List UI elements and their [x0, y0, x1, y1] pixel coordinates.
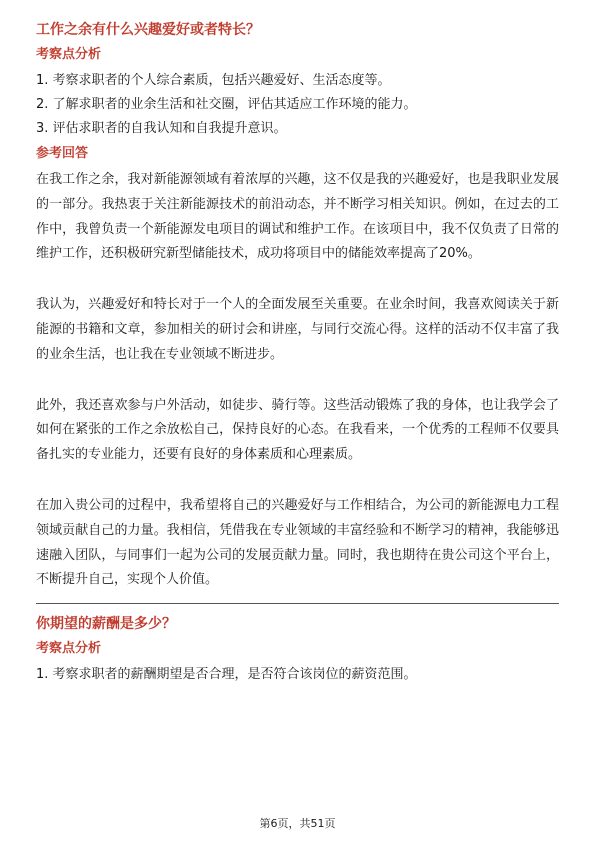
analysis-item: 1. 考察求职者的薪酬期望是否合理，是否符合该岗位的薪资范围。	[36, 667, 417, 683]
analysis-item: 2. 了解求职者的业余生活和社交圈，评估其适应工作环境的能力。	[36, 97, 417, 112]
answer-paragraph: 在我工作之余，我对新能源领域有着浓厚的兴趣，这不仅是我的兴趣爱好，也是我职业发展的一部分。我热衷于关注新能源技术的前沿动态，并不断学习相关知识。例如，在过去的工作中，我曾负责一个新能源发电项目的调试和维护工作。在该项目中，我不仅负责了日常的维护工作，还积极研究新型储能技术，成功将项目中的储能效率提高了20%。	[36, 172, 559, 262]
analysis-heading: 考察点分析	[36, 641, 102, 657]
question-title: 工作之余有什么兴趣爱好或者特长？	[36, 22, 260, 38]
answer-heading: 参考回答	[36, 146, 89, 161]
answer-paragraph: 在加入贵公司的过程中，我希望将自己的兴趣爱好与工作相结合，为公司的新能源电力工程领域贡献自己的力量。我相信，凭借我在专业领域的丰富经验和不断学习的精神，我能够迅速融入团队，与同事们一起为公司的发展贡献力量。同时，我也期待在贵公司这个平台上，不断提升自己，实现个人价值。	[36, 497, 559, 588]
answer-paragraph: 我认为，兴趣爱好和特长对于一个人的全面发展至关重要。在业余时间，我喜欢阅读关于新能源的书籍和文章，参加相关的研讨会和讲座，与同行交流心得。这样的活动不仅丰富了我的业余生活，也让我在专业领域不断进步。	[36, 297, 559, 362]
question-title: 你期望的薪酬是多少？	[36, 616, 176, 633]
analysis-item: 1. 考察求职者的个人综合素质，包括兴趣爱好、生活态度等。	[36, 73, 391, 88]
analysis-item: 3. 评估求职者的自我认知和自我提升意识。	[36, 121, 287, 136]
answer-paragraph: 此外，我还喜欢参与户外活动，如徒步、骑行等。这些活动锻炼了我的身体，也让我学会了如何在紧张的工作之余放松自己，保持良好的心态。在我看来，一个优秀的工程师不仅要具备扎实的专业能力，还要有良好的身体素质和心理素质。	[36, 397, 559, 463]
question-section-salary	[36, 614, 559, 687]
page-number: 第6页，共51页	[259, 817, 336, 830]
question-section-hobbies	[36, 20, 559, 593]
section-divider	[36, 603, 559, 604]
analysis-heading: 考察点分析	[36, 47, 102, 62]
document-page	[36, 20, 559, 687]
